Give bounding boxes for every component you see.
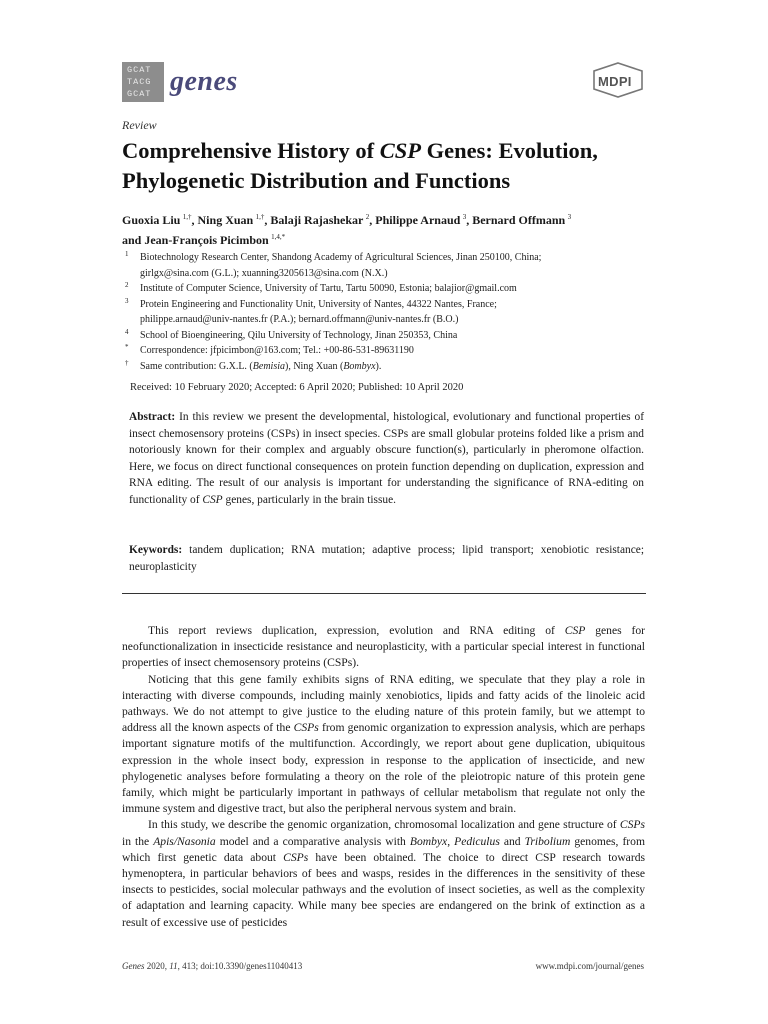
contribution-italic: Bombyx: [343, 360, 376, 372]
correspondence-text[interactable]: Correspondence: jfpicimbon@163.com; Tel.: +00-86-531-89631190: [140, 345, 414, 356]
author-affiliation: 1,†: [182, 213, 192, 221]
abstract: [129, 409, 644, 508]
logo-line: GCAT: [127, 89, 152, 99]
footer-text: 2020,: [144, 961, 170, 971]
author-name[interactable]: Philippe Arnaud: [375, 213, 461, 227]
paragraph-text: and: [499, 834, 525, 848]
contribution-part: ), Ning Xuan (: [284, 360, 344, 372]
contribution-italic: Bemisia: [252, 360, 285, 372]
paragraph-text: Noticing that this gene family exhibits signs of RNA editing, we speculate that they play a role in interacting with diverse compounds, including mainly xenobiotics, lipids and fatty acids of the linoleic acid pathways. We do not attempt to give justice to the eluding nature of this protein family, but we attempt to address all the known aspects of the: [122, 672, 645, 735]
keywords: [129, 542, 644, 575]
affiliation-text: School of Bioengineering, Qilu University of Technology, Jinan 250353, China: [140, 329, 458, 341]
paragraph-text: model and a comparative analysis with: [215, 834, 410, 848]
author-affiliation: 3: [462, 213, 467, 221]
affiliation-text: Biotechnology Research Center, Shandong Academy of Agricultural Sciences, Jinan 250100, China;: [140, 252, 542, 263]
paragraph-text: genes for neofunctionalization in insecticide resistance and neuroplasticity, with a particular special interest in functional properties of insect chemosensory proteins (CSPs).: [122, 624, 645, 670]
keywords-label: Keywords:: [129, 544, 183, 556]
affiliation-number: 2: [125, 281, 129, 289]
abstract-italic: CSP: [202, 493, 223, 506]
author-affiliation: 3: [567, 213, 572, 221]
paragraph-italic: Pediculus: [454, 834, 500, 848]
paragraph-text: This report reviews duplication, expression, evolution and RNA editing of: [148, 624, 565, 637]
abstract-text: In this review we present the developmental, histological, evolutionary and functional properties of insect chemosensory proteins (CSPs) in insect species. CSPs are small globular proteins folded like a prism and notoriously known for their complex and arguably obscure function(s), particularly in pheromone olfaction. Here, we focus on direct functional consequences on protein function depending on duplication, expression and RNA editing. The result of our analysis is important for understanding the significance of RNA-editing on functionality of: [129, 411, 644, 506]
gcat-logo-icon: [122, 62, 164, 102]
section-divider: [122, 593, 646, 594]
affiliation-number: †: [125, 358, 129, 367]
paragraph-italic: CSP: [564, 624, 586, 637]
paragraph-text: genomes, from which first genetic data about: [122, 834, 645, 864]
paragraph-italic: CSPs: [293, 721, 319, 735]
affiliation-item: [122, 281, 652, 297]
paragraph-italic: CSPs: [283, 850, 309, 864]
footer-journal: Genes: [122, 961, 145, 971]
affiliation-item: [122, 250, 652, 281]
paragraph-italic: CSPs: [619, 818, 645, 832]
author-name[interactable]: Ning Xuan: [197, 213, 254, 227]
footer-doi[interactable]: , 413; doi:10.3390/genes11040413: [177, 961, 303, 971]
paragraph: [122, 817, 645, 930]
logo-line: TACG: [127, 77, 152, 87]
paragraph-text: In this study, we describe the genomic organization, chromosomal localization and gene structure of: [148, 818, 620, 832]
author-affiliation: 1,4,*: [271, 233, 286, 241]
affiliation-number: 3: [125, 296, 129, 305]
title-italic: CSP: [379, 138, 421, 163]
paragraph-text: have been obtained. The choice to direct CSP research towards hymenoptera, in particular behaviors of bees and wasps, resides in the differences in the sensitivity of these insects to pesticides, social molecular pathways and the evolution of insect societies, as well as the complexity of adaptation and learning capacity. While many bee species are endangered on the brink of extinction as a result of excessive use of pesticides: [122, 850, 646, 929]
article-type: Review: [122, 118, 157, 132]
affiliation-list: [122, 250, 652, 374]
author-name[interactable]: Bernard Offmann: [472, 213, 566, 227]
author-affiliation: 2: [365, 213, 370, 221]
paragraph-text: ,: [447, 834, 455, 848]
journal-logo[interactable]: [122, 62, 238, 102]
contribution-part: Same contribution: G.X.L. (: [140, 360, 253, 372]
keywords-text: tandem duplication; RNA mutation; adaptive process; lipid transport; xenobiotic resistance; neuroplasticity: [129, 544, 644, 573]
correspondence: [122, 343, 652, 359]
body-text: [122, 623, 645, 931]
affiliation-number: 4: [125, 327, 129, 336]
logo-line: GCAT: [127, 65, 152, 75]
publisher-name: MDPI: [598, 74, 632, 89]
footer-volume: 11: [169, 961, 178, 971]
author-name[interactable]: Jean-François Picimbon: [144, 233, 269, 247]
author-affiliation: 1,†: [255, 213, 265, 221]
paragraph: [122, 672, 645, 818]
title-text: Genes: Evolution, Phylogenetic Distribution and Functions: [122, 138, 598, 193]
citation-footer: [122, 961, 302, 971]
author-list: Guoxia Liu $^{1,\dagger}$, Ning Xuan $^{1,\dagger}$, Balaji Rajashekar $^2$, Philippe Arnaud $^3$, Bernard Offmann $^3$ and Jean-François Picimbon $^{1,4,*}$: [122, 213, 572, 247]
journal-name: genes: [170, 66, 238, 97]
publication-dates: Received: 10 February 2020; Accepted: 6 April 2020; Published: 10 April 2020: [130, 382, 464, 393]
author-name[interactable]: Guoxia Liu: [122, 213, 181, 227]
paragraph-italic: Tribolium: [524, 834, 571, 848]
paragraph-italic: Bombyx: [409, 834, 448, 848]
affiliation-item: [122, 328, 652, 344]
journal-url-link[interactable]: www.mdpi.com/journal/genes: [535, 961, 644, 971]
contribution-part: ).: [375, 360, 382, 372]
abstract-label: Abstract:: [129, 411, 176, 423]
paragraph-italic: Apis/Nasonia: [153, 834, 216, 848]
affiliation-text: Protein Engineering and Functionality Unit, University of Nantes, 44322 Nantes, France;: [140, 298, 497, 310]
paragraph-text: in the: [122, 834, 154, 848]
affiliation-email[interactable]: philippe.arnaud@univ-nantes.fr (P.A.); bernard.offmann@univ-nantes.fr (B.O.): [140, 314, 459, 325]
abstract-text: genes, particularly in the brain tissue.: [222, 493, 396, 506]
author-name[interactable]: Balaji Rajashekar: [270, 213, 364, 227]
author-joiner: and: [122, 233, 142, 247]
title-text: Comprehensive History of: [122, 138, 380, 163]
contribution-text: [140, 359, 652, 375]
paper-title: [122, 136, 652, 196]
affiliation-number: 1: [125, 250, 129, 258]
affiliation-item: [122, 297, 652, 328]
affiliation-text: Institute of Computer Science, University of Tartu, Tartu 50090, Estonia; balajior@gmail.com: [140, 283, 517, 294]
affiliation-email[interactable]: girlgx@sina.com (G.L.); xuanning3205613@sina.com (N.X.): [140, 267, 388, 279]
affiliation-number: *: [125, 343, 129, 351]
paragraph-text: from genomic organization to expression analysis, which are perhaps important signature motifs of the multifunction. Accordingly, we report about gene duplication, ubiquitous expression in the whole insect body, expression in response to the application of insecticide, and new phylogenetic analyses before formulating a theory on the role of the pleiotropic nature of this protein gene family, which might be particularly important in pathways of cellular metabolism that regulate not only the immune system and digestive tract, but also the peripheral nervous system and brain.: [122, 721, 645, 816]
paragraph: [122, 623, 645, 672]
contribution-note: [122, 359, 652, 375]
